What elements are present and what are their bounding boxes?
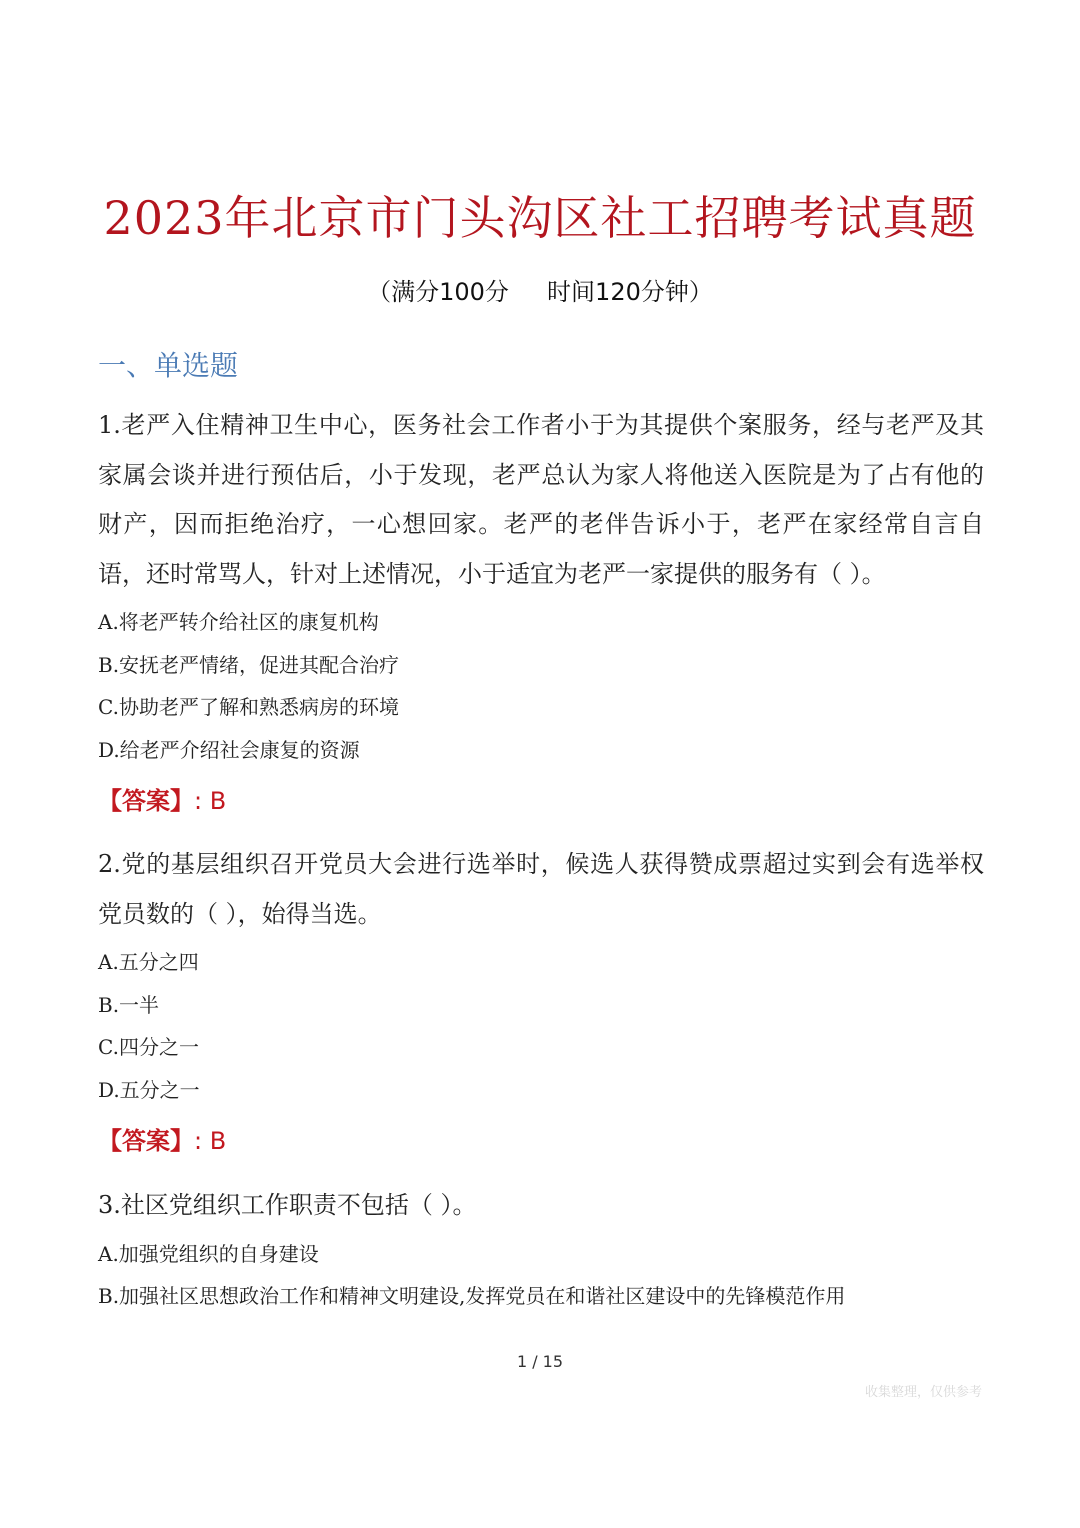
section-heading: 一、单选题 <box>98 349 239 382</box>
question-stem: 2.党的基层组织召开党员大会进行选举时，候选人获得赞成票超过实到会有选举权党员数的（ ），始得当选。 <box>98 850 984 928</box>
question-block-3 <box>98 1181 984 1318</box>
question-option: B.一半 <box>98 992 160 1017</box>
question-option: C.四分之一 <box>98 1035 199 1059</box>
answer-line <box>98 1121 984 1161</box>
answer-line <box>98 781 984 821</box>
question-option: D.五分之一 <box>98 1077 200 1102</box>
document-subtitle: （满分100分 时间120分钟） <box>367 278 713 306</box>
answer-value: : B <box>194 1127 227 1155</box>
question-option: D.给老严介绍社会康复的资源 <box>98 737 360 762</box>
question-stem: 1.老严入住精神卫生中心，医务社会工作者小于为其提供个案服务，经与老严及其家属会谈并进行预估后，小于发现，老严总认为家人将他送入医院是为了占有他的财产，因而拒绝治疗，一心想回家。老严的老伴告诉小于，老严在家经常自言自语，还时常骂人，针对上述情况，小于适宜为老严一家提供的服务有（ ）。 <box>98 411 984 588</box>
question-option: B.加强社区思想政治工作和精神文明建设,发挥党员在和谐社区建设中的先锋模范作用 <box>98 1284 846 1308</box>
question-option: A.将老严转介给社区的康复机构 <box>98 610 379 634</box>
document-title: 2023年北京市门头沟区社工招聘考试真题 <box>103 191 977 245</box>
question-block-2 <box>98 840 984 1161</box>
question-option: C.协助老严了解和熟悉病房的环境 <box>98 695 399 719</box>
question-stem: 3.社区党组织工作职责不包括（ ）。 <box>98 1191 477 1219</box>
question-option: A.五分之四 <box>98 950 199 974</box>
watermark-text: 收集整理，仅供参考 <box>864 1385 982 1400</box>
page-number: 1 / 15 <box>516 1352 564 1371</box>
question-option: B.安抚老严情绪，促进其配合治疗 <box>98 652 400 677</box>
answer-label: 【答案】 <box>98 1127 194 1155</box>
answer-value: : B <box>194 787 227 815</box>
question-option: A.加强党组织的自身建设 <box>98 1241 319 1266</box>
answer-label: 【答案】 <box>98 787 194 815</box>
question-block-1 <box>98 401 984 821</box>
